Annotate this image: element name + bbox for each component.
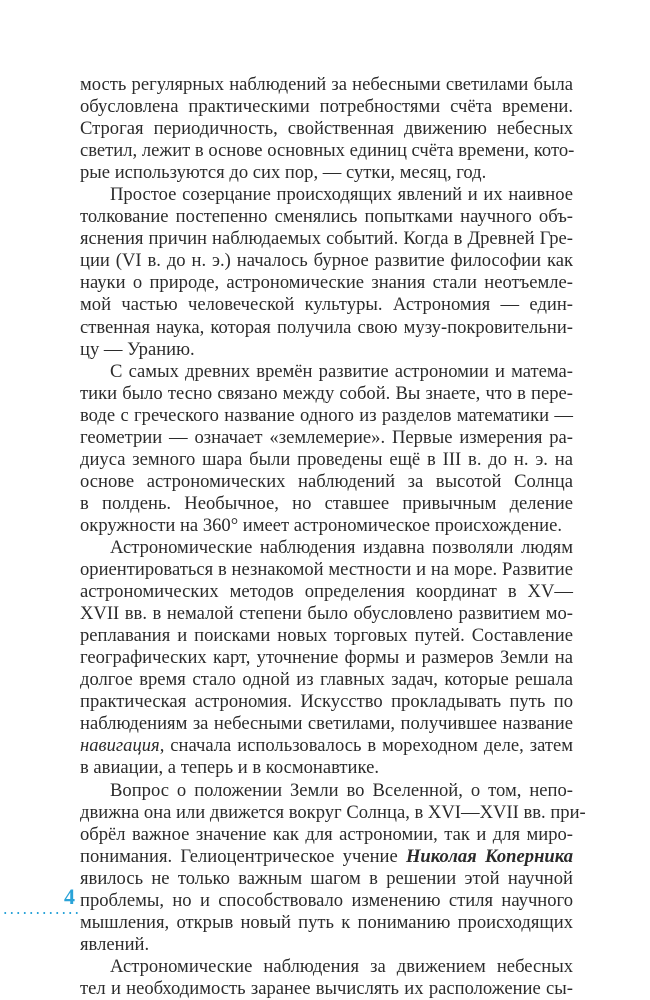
paragraph-start-line: Астрономические наблюдения за движением небесных (110, 955, 573, 977)
text-line: Строгая периодичность, свойственная движению небесных (80, 118, 573, 140)
text-line: в полдень. Необычное, но ставшее привычным деление (80, 492, 573, 514)
paragraph-start-line: Простое созерцание происходящих явлений и их наивное (110, 184, 573, 206)
text-line: географических карт, уточнение формы и размеров Земли на (80, 647, 573, 669)
text-line: окружности на 360° имеет астрономическое происхождение. (80, 514, 562, 536)
text-line: наблюдениям за небесными светилами, получившее название (80, 713, 573, 735)
text-line: XVII вв. в немалой степени было обусловлено развитием мо- (80, 603, 573, 625)
text-line: воде с греческого название одного из разделов математики — (80, 404, 573, 426)
text-span: , сначала использовалось в мореходном деле, затем (159, 735, 573, 757)
text-line: явлений. (80, 933, 150, 955)
text-line (80, 846, 573, 868)
text-line: яснения причин наблюдаемых событий. Когда в Древней Гре- (80, 228, 573, 250)
text-line: цу — Уранию. (80, 338, 195, 360)
text-line: обусловлена практическими потребностями счёта времени. (80, 96, 573, 118)
text-line: проблемы, но и способствовало изменению стиля научного (80, 889, 573, 911)
text-line: астрономических методов определения координат в XV— (80, 581, 573, 603)
text-line: движна она или движется вокруг Солнца, в XVI—XVII вв. при- (80, 801, 586, 823)
text-line: диуса земного шара были проведены ещё в III в. до н. э. на (80, 448, 573, 470)
text-line: тики было тесно связано между собой. Вы знаете, что в пере- (80, 382, 573, 404)
text-line: в авиации, а теперь и в космонавтике. (80, 757, 379, 779)
text-line: ции (VI в. до н. э.) началось бурное развитие философии как (80, 250, 573, 272)
text-line: геометрии — означает «землемерие». Первые измерения ра- (80, 426, 573, 448)
paragraph-start-line: Вопрос о положении Земли во Вселенной, о том, непо- (110, 779, 573, 801)
paragraph-start-line: С самых древних времён развитие астрономии и матема- (110, 360, 573, 382)
text-line (80, 735, 573, 757)
term-navigation: навигация (80, 735, 160, 757)
paragraph-start-line: Астрономические наблюдения издавна позволяли людям (110, 536, 573, 558)
text-line: тел и необходимость заранее вычислять их расположение сы- (80, 977, 573, 999)
text-span: понимания. Гелиоцентрическое учение (80, 845, 406, 867)
text-line: мой частью человеческой культуры. Астрономия — един- (80, 294, 573, 316)
page-number-dotted-rule (2, 912, 78, 914)
text-line: обрёл важное значение как для астрономии, так и для миро- (80, 823, 573, 845)
page-body-text (80, 74, 586, 1000)
text-line: мышления, открыв новый путь к пониманию происходящих (80, 911, 573, 933)
text-line: практическая астрономия. Искусство прокладывать путь по (80, 691, 573, 713)
page-number: 4 (64, 884, 75, 909)
text-line: мость регулярных наблюдений за небесными светилами была (80, 74, 573, 95)
text-line: явилось не только важным шагом в решении этой научной (80, 867, 573, 889)
text-line: толкование постепенно сменялись попытками научного объ- (80, 206, 573, 228)
text-line: ориентироваться в незнакомой местности и на море. Развитие (80, 559, 573, 581)
text-line: долгое время стало одной из главных задач, которые решала (80, 669, 573, 691)
text-line: науки о природе, астрономические знания стали неотъемле- (80, 272, 573, 294)
name-copernicus: Николая Коперника (405, 845, 573, 867)
text-line: светил, лежит в основе основных единиц счёта времени, кото- (80, 140, 575, 162)
text-line: рые используются до сих пор, — сутки, месяц, год. (80, 162, 487, 184)
text-line: ственная наука, которая получила свою музу-покровительни- (80, 316, 573, 338)
text-line: основе астрономических наблюдений за высотой Солнца (80, 470, 573, 492)
text-line: реплавания и поисками новых торговых путей. Составление (80, 625, 573, 647)
